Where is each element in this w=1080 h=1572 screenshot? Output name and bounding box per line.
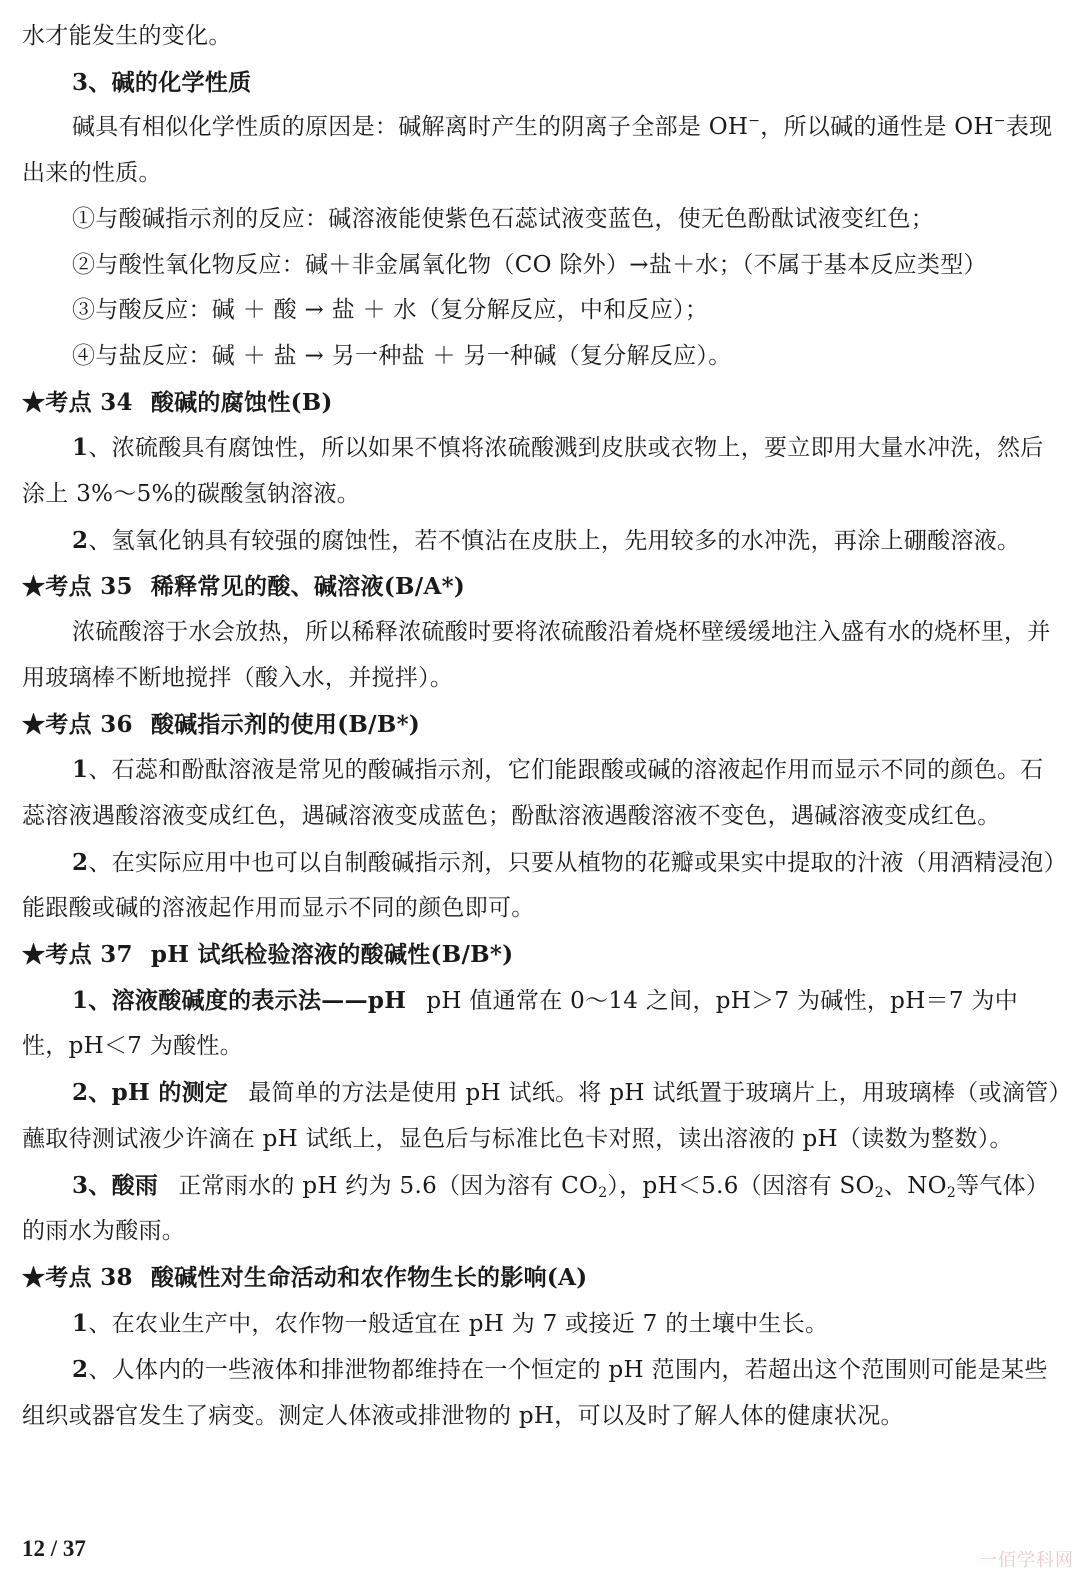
kaodian-37-para-3: 3、酸雨 正常雨水的 pH 约为 5.6（因为溶有 $CO_2$），pH＜5.6（因溶有 $SO_2$、$NO_2$等气体）的雨水为酸雨。 xyxy=(22,1171,1050,1245)
kaodian-38-para-2: 2、人体内的一些液体和排泄物都维持在一个恒定的 pH 范围内，若超出这个范围则可能是某些组织或器官发生了病变。测定人体液或排泄物的 pH，可以及时了解人体的健康状况。 xyxy=(22,1356,1048,1430)
kaodian-34-para-2: 2、氢氧化钠具有较强的腐蚀性，若不慎沾在皮肤上，先用较多的水冲洗，再涂上硼酸溶液。 xyxy=(72,526,1021,554)
section-3-title: 3、碱的化学性质 xyxy=(72,68,252,96)
kaodian-36-heading: ★考点 36 酸碱指示剂的使用(B/B*) xyxy=(22,710,421,738)
intro-line: 水才能发生的变化。 xyxy=(22,23,232,49)
list-item: ②与酸性氧化物反应：碱＋非金属氧化物（CO 除外）→盐＋水；（不属于基本反应类型） xyxy=(72,251,987,278)
section-3-para: 碱具有相似化学性质的原因是：碱解离时产生的阴离子全部是 OH−，所以碱的通性是 OH−表现出来的性质。 xyxy=(22,113,1053,187)
kaodian-35-para: 浓硫酸溶于水会放热，所以稀释浓硫酸时要将浓硫酸沿着烧杯壁缓缓地注入盛有水的烧杯里，并用玻璃棒不断地搅拌（酸入水，并搅拌）。 xyxy=(22,619,1051,691)
document-page xyxy=(22,14,1062,1440)
kaodian-36-para-1: 1、石蕊和酚酞溶液是常见的酸碱指示剂，它们能跟酸或碱的溶液起作用而显示不同的颜色。石蕊溶液遇酸溶液变成红色，遇碱溶液变成蓝色；酚酞溶液遇酸溶液不变色，遇碱溶液变成红色。 xyxy=(22,756,1044,829)
list-item: ④与盐反应：碱 ＋ 盐 → 另一种盐 ＋ 另一种碱（复分解反应）。 xyxy=(72,342,732,369)
kaodian-36-para-2: 2、在实际应用中也可以自制酸碱指示剂，只要从植物的花瓣或果实中提取的汁液（用酒精浸泡）能跟酸或碱的溶液起作用而显示不同的颜色即可。 xyxy=(22,848,1056,922)
kaodian-37-para-1: 1、溶液酸碱度的表示法——pH pH 值通常在 0～14 之间，pH＞7 为碱性，pH＝7 为中性，pH＜7 为酸性。 xyxy=(22,986,1018,1060)
kaodian-34-heading: ★考点 34 酸碱的腐蚀性(B) xyxy=(22,388,333,416)
list-item: ①与酸碱指示剂的反应：碱溶液能使紫色石蕊试液变蓝色，使无色酚酞试液变红色； xyxy=(72,205,935,232)
page-number: 12 / 37 xyxy=(22,1536,86,1561)
kaodian-38-para-1: 1、在农业生产中，农作物一般适宜在 pH 为 7 或接近 7 的土壤中生长。 xyxy=(72,1309,829,1337)
kaodian-37-para-2: 2、pH 的测定 最简单的方法是使用 pH 试纸。将 pH 试纸置于玻璃片上，用玻璃棒（或滴管）蘸取待测试液少许滴在 pH 试纸上，显色后与标准比色卡对照，读出溶液的 pH（读数为整数）。 xyxy=(22,1079,1061,1152)
watermark: 一佰学科网 xyxy=(979,1550,1074,1571)
kaodian-34-para-1: 1、浓硫酸具有腐蚀性，所以如果不慎将浓硫酸溅到皮肤或衣物上，要立即用大量水冲洗，然后涂上 3%～5%的碳酸氢钠溶液。 xyxy=(22,434,1044,508)
list-item: ③与酸反应：碱 ＋ 酸 → 盐 ＋ 水（复分解反应，中和反应）； xyxy=(72,297,709,324)
kaodian-35-heading: ★考点 35 稀释常见的酸、碱溶液(B/A*) xyxy=(22,573,466,601)
kaodian-38-heading: ★考点 38 酸碱性对生命活动和农作物生长的影响(A) xyxy=(22,1263,588,1291)
kaodian-37-heading: ★考点 37 pH 试纸检验溶液的酸碱性(B/B*) xyxy=(22,941,514,969)
